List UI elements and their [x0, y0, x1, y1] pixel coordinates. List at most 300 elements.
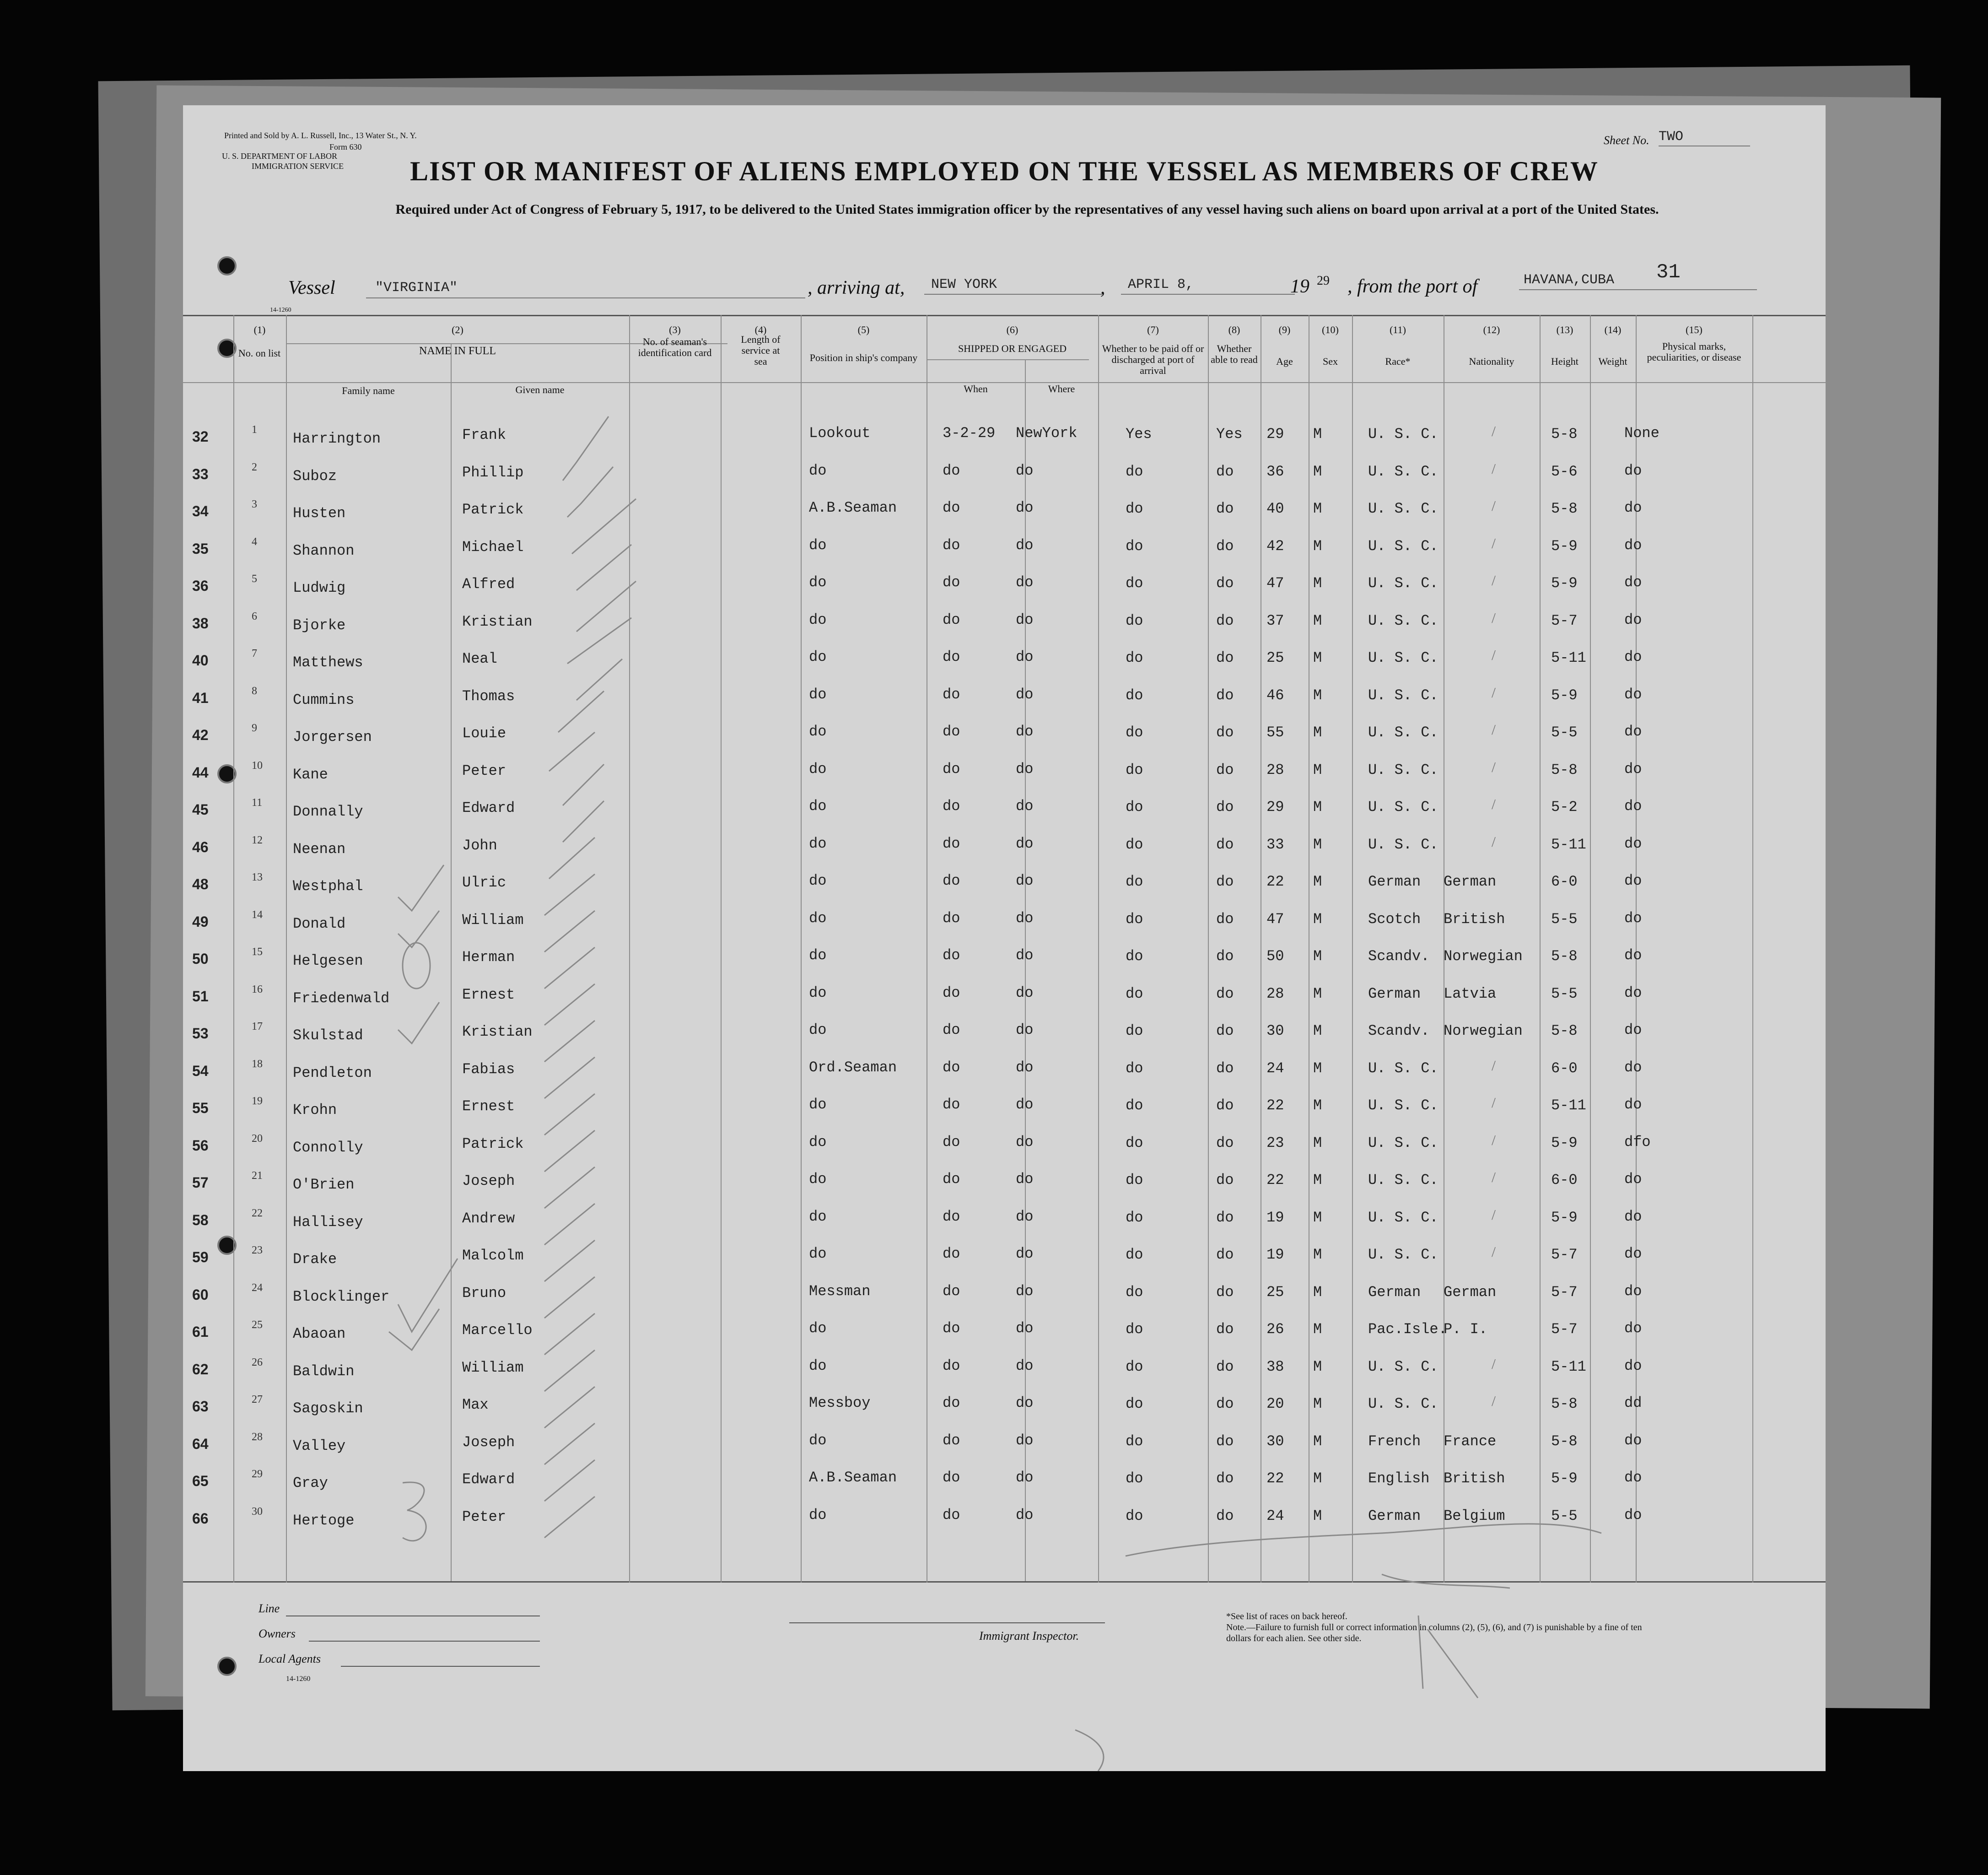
age: 22	[1266, 1470, 1284, 1487]
check-mark-icon: /	[1492, 1132, 1496, 1148]
paid-off: do	[1126, 724, 1143, 741]
margin-number: 46	[192, 839, 209, 855]
race: German	[1368, 873, 1421, 890]
col11-header: Race*	[1385, 356, 1411, 367]
physical-marks: do	[1624, 1171, 1642, 1188]
family-name: Friedenwald	[293, 990, 390, 1007]
physical-marks: do	[1624, 648, 1642, 665]
height: 5-8	[1551, 948, 1578, 965]
height: 5-9	[1551, 1135, 1578, 1151]
list-number: 5	[252, 573, 257, 585]
physical-marks: do	[1624, 537, 1642, 554]
family-name: Helgesen	[293, 952, 363, 969]
nationality: France	[1444, 1433, 1497, 1450]
able-to-read: do	[1216, 1395, 1234, 1412]
list-number: 24	[252, 1282, 263, 1294]
paid-off: do	[1126, 1246, 1143, 1263]
margin-number: 34	[192, 503, 209, 519]
age: 46	[1266, 687, 1284, 704]
paid-off: do	[1126, 985, 1143, 1002]
margin-number: 35	[192, 540, 209, 557]
able-to-read: do	[1216, 1060, 1234, 1077]
shipped-when: do	[943, 1021, 960, 1038]
sheet-number: TWO	[1659, 129, 1684, 145]
list-number: 11	[252, 797, 263, 809]
margin-number: 40	[192, 652, 209, 669]
age: 33	[1266, 836, 1284, 853]
able-to-read: do	[1216, 762, 1234, 778]
check-mark-icon: /	[1492, 684, 1496, 701]
race: U. S. C.	[1368, 1246, 1438, 1263]
age: 29	[1266, 426, 1284, 443]
given-name: Joseph	[462, 1434, 515, 1451]
check-mark-icon: /	[1492, 1094, 1496, 1111]
family-name: Pendleton	[293, 1064, 372, 1081]
able-to-read: do	[1216, 1284, 1234, 1301]
position: Messman	[809, 1283, 871, 1300]
able-to-read: do	[1216, 612, 1234, 629]
shipped-when: do	[943, 723, 960, 740]
able-to-read: do	[1216, 1433, 1234, 1450]
age: 28	[1266, 762, 1284, 778]
col4-number: (4)	[754, 324, 767, 335]
col2-number: (2)	[452, 324, 463, 335]
height: 5-9	[1551, 687, 1578, 704]
family-name: Neenan	[293, 841, 346, 858]
physical-marks: dd	[1624, 1394, 1642, 1411]
sex: M	[1313, 1135, 1322, 1151]
sex: M	[1313, 1172, 1322, 1189]
margin-number: 65	[192, 1473, 209, 1489]
shipped-where: do	[1016, 1096, 1034, 1113]
margin-number: 50	[192, 951, 209, 967]
shipped-where: do	[1016, 1507, 1034, 1524]
position: do	[809, 462, 827, 479]
margin-number: 64	[192, 1436, 209, 1452]
paid-off: do	[1126, 1172, 1143, 1189]
position: A.B.Seaman	[809, 499, 897, 516]
sex: M	[1313, 687, 1322, 704]
position: Lookout	[809, 425, 871, 442]
given-name: Patrick	[462, 1135, 524, 1152]
age: 24	[1266, 1508, 1284, 1524]
shipped-when: do	[943, 648, 960, 665]
shipped-when: do	[943, 1357, 960, 1374]
race: U. S. C.	[1368, 836, 1438, 853]
age: 26	[1266, 1321, 1284, 1338]
margin-number: 51	[192, 988, 209, 1005]
penalty-note: Note.—Failure to furnish full or correct information in columns (2), (5), (6), and (7) is punishable by a fine of ten dollars for each alien. See other side.	[1226, 1622, 1642, 1643]
position: do	[809, 1171, 827, 1188]
col11-number: (11)	[1390, 324, 1406, 335]
list-number: 17	[252, 1021, 263, 1032]
shipped-where: do	[1016, 574, 1034, 591]
paid-off: do	[1126, 1395, 1143, 1412]
height: 5-11	[1551, 1097, 1586, 1114]
age: 28	[1266, 985, 1284, 1002]
position: do	[809, 835, 827, 852]
nationality: Belgium	[1444, 1508, 1505, 1524]
shipped-when: do	[943, 462, 960, 479]
able-to-read: do	[1216, 948, 1234, 965]
able-to-read: do	[1216, 1097, 1234, 1114]
shipped-when: do	[943, 1245, 960, 1262]
sex: M	[1313, 1246, 1322, 1263]
height: 5-8	[1551, 1395, 1578, 1412]
shipped-where: NewYork	[1016, 425, 1078, 442]
shipped-where: do	[1016, 462, 1034, 479]
shipped-when: do	[943, 1507, 960, 1524]
sex: M	[1313, 1022, 1322, 1039]
margin-number: 57	[192, 1174, 209, 1191]
list-number: 29	[252, 1468, 263, 1480]
race: German	[1368, 1284, 1421, 1301]
nationality: Latvia	[1444, 985, 1497, 1002]
height: 6-0	[1551, 873, 1578, 890]
race: U. S. C.	[1368, 649, 1438, 666]
height: 5-8	[1551, 426, 1578, 443]
shipped-where: do	[1016, 1059, 1034, 1076]
col15-number: (15)	[1686, 324, 1702, 335]
check-mark-icon: /	[1492, 1057, 1496, 1074]
comma: ,	[1100, 277, 1105, 298]
col9-header: Age	[1276, 356, 1293, 367]
col8-header: Whether able to read	[1211, 343, 1258, 365]
given-name: Phillip	[462, 464, 524, 481]
given-name: Malcolm	[462, 1247, 524, 1264]
col14-number: (14)	[1604, 324, 1622, 335]
paid-off: do	[1126, 1097, 1143, 1114]
list-number: 22	[252, 1207, 263, 1219]
paid-off: Yes	[1126, 426, 1152, 443]
age: 38	[1266, 1358, 1284, 1375]
shipped-where: do	[1016, 686, 1034, 703]
shipped-where: do	[1016, 723, 1034, 740]
shipped-when: do	[943, 1320, 960, 1337]
shipped-when: do	[943, 1208, 960, 1225]
family-name: Donald	[293, 915, 346, 932]
shipped-where: do	[1016, 1134, 1034, 1151]
race: U. S. C.	[1368, 1135, 1438, 1151]
sex: M	[1313, 1433, 1322, 1450]
position: do	[809, 947, 827, 964]
arriving-label: , arriving at,	[808, 277, 905, 298]
paid-off: do	[1126, 612, 1143, 629]
check-mark-icon: /	[1492, 1393, 1496, 1409]
when-header: When	[964, 383, 988, 394]
check-mark-icon: /	[1492, 759, 1496, 775]
col10-header: Sex	[1323, 356, 1338, 367]
shipped-when: do	[943, 872, 960, 889]
paid-off: do	[1126, 1135, 1143, 1151]
age: 19	[1266, 1246, 1284, 1263]
shipped-where: do	[1016, 947, 1034, 964]
sex: M	[1313, 538, 1322, 555]
margin-number: 60	[192, 1286, 209, 1303]
family-name: Husten	[293, 505, 346, 522]
sex: M	[1313, 1209, 1322, 1226]
col1-header: No. on list	[238, 347, 281, 359]
age: 25	[1266, 1284, 1284, 1301]
col14-header: Weight	[1598, 356, 1627, 367]
position: do	[809, 761, 827, 778]
col15-header: Physical marks, peculiarities, or disease	[1647, 340, 1741, 363]
list-number: 21	[252, 1170, 263, 1182]
position: do	[809, 872, 827, 889]
able-to-read: do	[1216, 687, 1234, 704]
printer-line: Printed and Sold by A. L. Russell, Inc., 13 Water St., N. Y.	[224, 131, 417, 140]
paid-off: do	[1126, 1433, 1143, 1450]
paid-off: do	[1126, 1508, 1143, 1524]
position: do	[809, 1208, 827, 1225]
list-number: 1	[252, 424, 257, 436]
margin-number: 48	[192, 876, 209, 892]
able-to-read: do	[1216, 538, 1234, 555]
col4-header: Length of service at sea	[741, 334, 781, 367]
given-name: Thomas	[462, 688, 515, 705]
position: do	[809, 1096, 827, 1113]
sex: M	[1313, 1097, 1322, 1114]
list-number: 28	[252, 1431, 263, 1443]
paid-off: do	[1126, 873, 1143, 890]
height: 5-8	[1551, 1433, 1578, 1450]
shipped-when: do	[943, 798, 960, 815]
given-name: Alfred	[462, 576, 515, 593]
able-to-read: do	[1216, 1358, 1234, 1375]
shipped-when: do	[943, 1134, 960, 1151]
physical-marks: do	[1624, 1245, 1642, 1262]
margin-number: 56	[192, 1137, 209, 1154]
physical-marks: do	[1624, 910, 1642, 927]
able-to-read: do	[1216, 649, 1234, 666]
shipped-when: do	[943, 1394, 960, 1411]
shipped-where: do	[1016, 1320, 1034, 1337]
race: French	[1368, 1433, 1421, 1450]
paid-off: do	[1126, 1470, 1143, 1487]
family-name: Abaoan	[293, 1325, 346, 1342]
list-number: 19	[252, 1095, 263, 1107]
paid-off: do	[1126, 500, 1143, 517]
physical-marks: None	[1624, 425, 1659, 442]
age: 22	[1266, 1097, 1284, 1114]
position: do	[809, 798, 827, 815]
check-mark-icon: /	[1492, 1169, 1496, 1185]
list-number: 14	[252, 909, 263, 921]
margin-number: 59	[192, 1249, 209, 1265]
race: U. S. C.	[1368, 799, 1438, 816]
position: do	[809, 910, 827, 927]
col3-number: (3)	[669, 324, 681, 335]
able-to-read: do	[1216, 1321, 1234, 1338]
paid-off: do	[1126, 687, 1143, 704]
able-to-read: do	[1216, 985, 1234, 1002]
line-label: Line	[259, 1602, 280, 1615]
shipped-where: do	[1016, 1245, 1034, 1262]
family-name: Hallisey	[293, 1214, 363, 1231]
position: do	[809, 1507, 827, 1524]
physical-marks: do	[1624, 1096, 1642, 1113]
shipped-when: do	[943, 1096, 960, 1113]
physical-marks: do	[1624, 499, 1642, 516]
height: 5-8	[1551, 500, 1578, 517]
nationality: British	[1444, 911, 1505, 928]
race: U. S. C.	[1368, 1060, 1438, 1077]
sex: M	[1313, 799, 1322, 816]
check-mark-icon: /	[1492, 610, 1496, 626]
height: 6-0	[1551, 1060, 1578, 1077]
col2-header: NAME IN FULL	[419, 345, 496, 357]
nationality: German	[1444, 873, 1497, 890]
race: U. S. C.	[1368, 724, 1438, 741]
age: 20	[1266, 1395, 1284, 1412]
given-name: Andrew	[462, 1210, 515, 1227]
given-name: Max	[462, 1396, 489, 1413]
races-note: *See list of races on back hereof.	[1226, 1611, 1347, 1621]
shipped-when: do	[943, 1171, 960, 1188]
sex: M	[1313, 500, 1322, 517]
position: Messboy	[809, 1394, 871, 1411]
family-name: Connolly	[293, 1139, 363, 1156]
family-name: Baldwin	[293, 1363, 355, 1380]
family-name-header: Family name	[342, 385, 395, 396]
margin-number: 53	[192, 1025, 209, 1042]
height: 5-5	[1551, 1508, 1578, 1524]
given-name: Louie	[462, 725, 506, 742]
given-name: Bruno	[462, 1285, 506, 1302]
race: U. S. C.	[1368, 463, 1438, 480]
check-mark-icon: /	[1492, 497, 1496, 514]
age: 30	[1266, 1022, 1284, 1039]
height: 5-5	[1551, 911, 1578, 928]
margin-number: 62	[192, 1361, 209, 1378]
shipped-when: do	[943, 761, 960, 778]
position: do	[809, 984, 827, 1001]
given-name: Frank	[462, 427, 506, 443]
sex: M	[1313, 985, 1322, 1002]
shipped-where: do	[1016, 872, 1034, 889]
margin-number: 42	[192, 727, 209, 743]
able-to-read: do	[1216, 799, 1234, 816]
departure-port: HAVANA,CUBA	[1524, 272, 1615, 288]
shipped-when: do	[943, 574, 960, 591]
shipped-where: do	[1016, 1432, 1034, 1449]
position: do	[809, 723, 827, 740]
page-number: 31	[1656, 261, 1681, 284]
list-number: 7	[252, 648, 257, 659]
paid-off: do	[1126, 1060, 1143, 1077]
col13-header: Height	[1551, 356, 1579, 367]
list-number: 27	[252, 1394, 263, 1405]
check-mark-icon: /	[1492, 1243, 1496, 1260]
shipped-when: do	[943, 1469, 960, 1486]
position: do	[809, 1432, 827, 1449]
shipped-where: do	[1016, 537, 1034, 554]
able-to-read: do	[1216, 500, 1234, 517]
race: German	[1368, 985, 1421, 1002]
height: 5-11	[1551, 649, 1586, 666]
given-name: William	[462, 1359, 524, 1376]
family-name: Krohn	[293, 1102, 337, 1119]
check-mark-icon: /	[1492, 833, 1496, 850]
family-name: Donnally	[293, 803, 363, 820]
position: do	[809, 686, 827, 703]
shipped-where: do	[1016, 1171, 1034, 1188]
shipped-when: do	[943, 499, 960, 516]
able-to-read: do	[1216, 463, 1234, 480]
shipped-when: do	[943, 1283, 960, 1300]
position: do	[809, 1021, 827, 1038]
race: U. S. C.	[1368, 687, 1438, 704]
shipped-where: do	[1016, 761, 1034, 778]
form-code: 14-1260	[270, 307, 291, 313]
margin-number: 41	[192, 690, 209, 706]
sex: M	[1313, 911, 1322, 928]
shipped-when: do	[943, 910, 960, 927]
shipped-where: do	[1016, 1394, 1034, 1411]
given-name: Ernest	[462, 986, 515, 1003]
age: 47	[1266, 575, 1284, 592]
able-to-read: do	[1216, 1508, 1234, 1524]
paid-off: do	[1126, 463, 1143, 480]
form-title: LIST OR MANIFEST OF ALIENS EMPLOYED ON THE VESSEL AS MEMBERS OF CREW	[410, 156, 1599, 186]
height: 5-9	[1551, 538, 1578, 555]
age: 29	[1266, 799, 1284, 816]
pencil-marks-icon	[183, 105, 1826, 1771]
paid-off: do	[1126, 799, 1143, 816]
family-name: Matthews	[293, 654, 363, 671]
col5-header: Position in ship's company	[809, 352, 918, 363]
race: U. S. C.	[1368, 500, 1438, 517]
family-name: Bjorke	[293, 617, 346, 634]
check-mark-icon: /	[1492, 1356, 1496, 1372]
paid-off: do	[1126, 911, 1143, 928]
shipped-when: do	[943, 1059, 960, 1076]
col7-number: (7)	[1147, 324, 1159, 335]
sex: M	[1313, 836, 1322, 853]
shipped-when: do	[943, 537, 960, 554]
able-to-read: do	[1216, 724, 1234, 741]
able-to-read: do	[1216, 1209, 1234, 1226]
shipped-where: do	[1016, 648, 1034, 665]
family-name: Jorgersen	[293, 729, 372, 746]
nationality: British	[1444, 1470, 1505, 1487]
owners-signature-rule	[309, 1641, 540, 1642]
height: 5-6	[1551, 463, 1578, 480]
age: 24	[1266, 1060, 1284, 1077]
position: do	[809, 1357, 827, 1374]
race: U. S. C.	[1368, 612, 1438, 629]
margin-number: 66	[192, 1510, 209, 1527]
given-name: Fabias	[462, 1061, 515, 1078]
list-number: 10	[252, 760, 263, 772]
margin-number: 45	[192, 801, 209, 818]
race: U. S. C.	[1368, 762, 1438, 778]
given-name: Ernest	[462, 1098, 515, 1115]
list-number: 15	[252, 946, 263, 958]
check-mark-icon: /	[1492, 460, 1496, 477]
race: English	[1368, 1470, 1430, 1487]
shipped-when: do	[943, 686, 960, 703]
physical-marks: do	[1624, 1059, 1642, 1076]
margin-number: 38	[192, 615, 209, 632]
physical-marks: do	[1624, 1208, 1642, 1225]
height: 5-7	[1551, 1284, 1578, 1301]
vessel-name: "VIRGINIA"	[375, 280, 458, 296]
sex: M	[1313, 1470, 1322, 1487]
shipped-where: do	[1016, 1021, 1034, 1038]
shipped-when: do	[943, 984, 960, 1001]
race: German	[1368, 1508, 1421, 1524]
